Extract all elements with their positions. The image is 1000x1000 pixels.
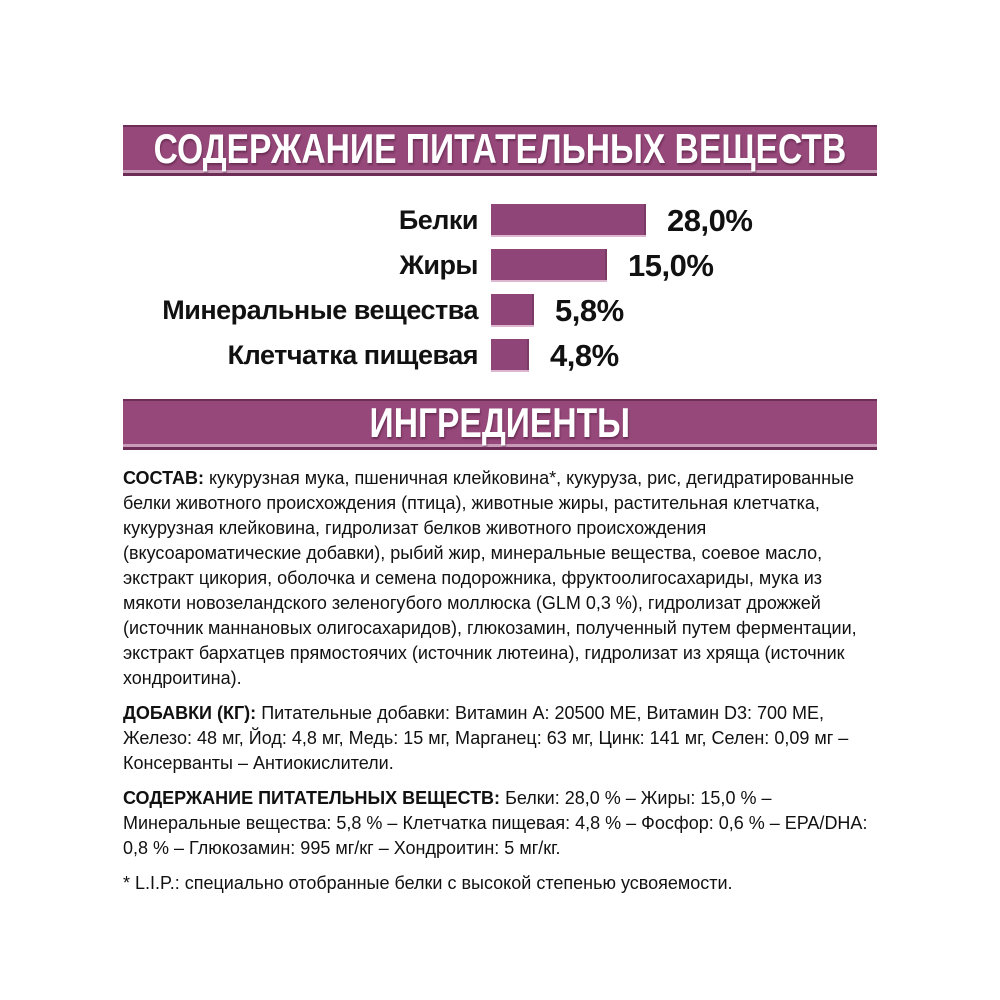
chart-row: [123, 333, 877, 378]
chart-row: [123, 243, 877, 288]
analysis-paragraph: [123, 786, 877, 861]
composition-lead: СОСТАВ:: [123, 468, 204, 488]
additives-paragraph: [123, 701, 877, 776]
chart-bar-value: 4,8%: [550, 337, 619, 373]
ingredients-banner: [123, 399, 877, 450]
nutrient-bar-chart: [123, 198, 877, 378]
composition-paragraph: [123, 466, 877, 691]
chart-bar-value: 28,0%: [667, 202, 753, 238]
chart-row-label: Жиры: [399, 250, 478, 280]
label-content: [123, 125, 877, 896]
chart-row: [123, 288, 877, 333]
chart-row-label: Клетчатка пищевая: [227, 340, 478, 370]
lip-footnote: * L.I.P.: специально отобранные белки с высокой степенью усвояемости.: [123, 873, 733, 893]
chart-bar: [491, 249, 607, 282]
chart-bar: [491, 204, 646, 237]
composition-text: кукурузная мука, пшеничная клейковина*, кукуруза, рис, дегидратированные белки животного происхождения (птица), животные жиры, растительная клетчатка, кукурузная клейковина, гидролизат белков животного происхождения (вкусоароматические добавки), рыбий жир, минеральные вещества, соевое масло, экстракт цикория, оболочка и семена подорожника, фруктоолигосахариды, мука из мякоти новозеландского зеленогубого моллюска (GLM 0,3 %), гидролизат дрожжей (источник маннановых олигосахаридов), глюкозамин, полученный путем ферментации, экстракт бархатцев прямостоячих (источник лютеина), гидролизат из хряща (источник хондроитина).: [123, 468, 857, 688]
chart-bar-value: 15,0%: [628, 247, 714, 283]
analysis-text: Белки: 28,0 % – Жиры: 15,0 % – Минеральные вещества: 5,8 % – Клетчатка пищевая: 4,8 % – Фосфор: 0,6 % – EPA/DHA: 0,8 % – Глюкозамин: 995 мг/кг – Хондроитин: 5 мг/кг.: [123, 788, 868, 858]
chart-row-label: Белки: [398, 205, 478, 235]
additives-lead: ДОБАВКИ (КГ):: [123, 703, 257, 723]
chart-bar: [491, 294, 534, 327]
chart-bar: [491, 339, 529, 372]
analysis-lead: СОДЕРЖАНИЕ ПИТАТЕЛЬНЫХ ВЕЩЕСТВ:: [123, 788, 501, 808]
additives-text: Питательные добавки: Витамин A: 20500 МЕ, Витамин D3: 700 МЕ, Железо: 48 мг, Йод: 4,8 мг, Медь: 15 мг, Марганец: 63 мг, Цинк: 141 мг, Селен: 0,09 мг – Консерванты – Антиокислители.: [123, 703, 849, 773]
chart-row-label: Минеральные вещества: [162, 295, 478, 325]
nutrition-banner-title: СОДЕРЖАНИЕ ПИТАТЕЛЬНЫХ ВЕЩЕСТВ: [153, 125, 847, 172]
chart-row: [123, 198, 877, 243]
ingredients-sections: [123, 466, 877, 896]
nutrition-banner: [123, 125, 877, 176]
chart-bar-value: 5,8%: [555, 292, 624, 328]
ingredients-banner-title: ИНГРЕДИЕНТЫ: [369, 399, 631, 446]
